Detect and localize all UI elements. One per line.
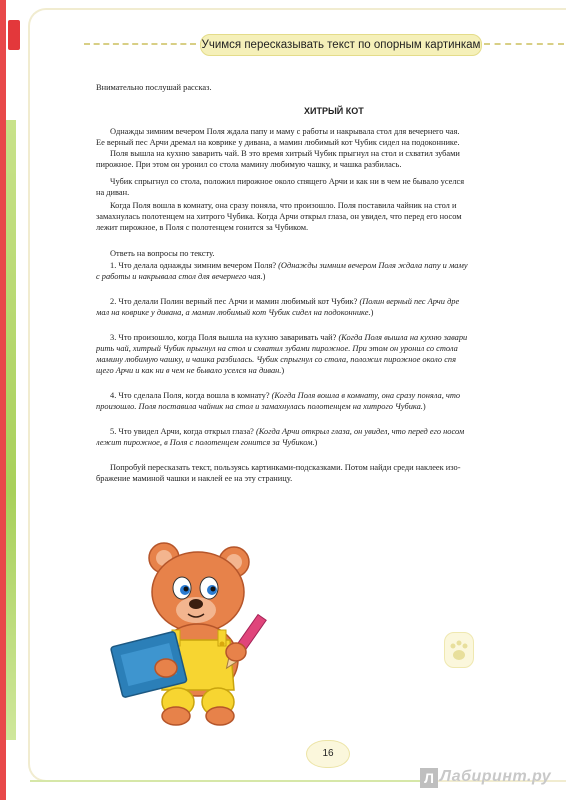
answer-4-line: произошло. Поля поставила чайник на стол и замахнулась полотенцем на хитрого Чубика.) bbox=[96, 402, 426, 411]
answer-2-line: мал на коврике у дивана, а мамин любимый кот Чубик сидел на подоконнике.) bbox=[96, 308, 374, 317]
story-line: Когда Поля вошла в комнату, она сразу поняла, что произошло. Поля поставила чайник на стол и bbox=[110, 201, 457, 210]
story-line: лежит пирожное, в Поля с полотенцем гонится за Чубиком. bbox=[96, 223, 309, 232]
answer-3-line: мамину любимую чашку, и чашка разбилась. Чубик спрыгнул со стола, положил пирожное около спя bbox=[96, 355, 457, 364]
questions-intro: Ответь на вопросы по тексту. bbox=[110, 249, 215, 258]
header-dashed-line-right bbox=[484, 43, 564, 45]
answer-5-line: лежит пирожное, в Поля с полотенцем гонится за Чубиком.) bbox=[96, 438, 318, 447]
question-1: 1. Что делала однажды зимним вечером Поля? (Однажды зимним вечером Поля ждала папу и маму bbox=[110, 261, 468, 270]
task-text: Попробуй пересказать текст, пользуясь картинками-подсказками. Потом найди среди наклеек изо- bbox=[110, 463, 461, 472]
intro-text: Внимательно послушай рассказ. bbox=[96, 83, 212, 92]
story-line: Ее верный пес Арчи дремал на коврике у дивана, а мамин любимый кот Чубик сидел на подоконнике. bbox=[96, 138, 460, 147]
question-3: 3. Что произошло, когда Поля вышла на кухню заваривать чай? (Когда Поля вышла на кухню завари bbox=[110, 333, 468, 342]
story-line: пирожное. При этом он уронил со стола мамину любимую чашку, и чашка разбилась. bbox=[96, 160, 402, 169]
answer-3-line: щего Арчи и как ни в чем не бывало уселся на диван.) bbox=[96, 366, 285, 375]
paw-print-icon bbox=[445, 633, 473, 667]
story-line: замахнулась полотенцем на хитрого Чубика. Когда Арчи открыл глаза, он увидел, что перед его носом bbox=[96, 212, 462, 221]
question-4: 4. Что сделала Поля, когда вошла в комнату? (Когда Поля вошла в комнату, она сразу поняла, что bbox=[110, 391, 461, 400]
question-5: 5. Что увидел Арчи, когда открыл глаза? (Когда Арчи открыл глаза, он увидел, что перед его носом bbox=[110, 427, 465, 436]
watermark-text: Лабиринт.ру bbox=[440, 768, 552, 785]
sticker-placeholder bbox=[444, 632, 474, 668]
bear-illustration bbox=[106, 540, 276, 730]
section-banner: Учимся пересказывать текст по опорным картинкам bbox=[200, 34, 482, 56]
answer-1-line: с работы и накрывала стол для вечернего чая.) bbox=[96, 272, 266, 281]
story-line: Однажды зимним вечером Поля ждала папу и маму с работы и накрывала стол для вечернего чая. bbox=[110, 127, 460, 136]
bottom-border-line bbox=[30, 780, 430, 782]
question-2: 2. Что делали Полин верный пес Арчи и мамин любимый кот Чубик? (Полин верный пес Арчи дре bbox=[110, 297, 460, 306]
page-number: 16 bbox=[306, 740, 350, 768]
story-line: на диван. bbox=[96, 188, 130, 197]
left-green-stripe bbox=[6, 120, 16, 740]
task-text: бражение маминой чашки и наклей ее на эту страницу. bbox=[96, 474, 293, 483]
watermark-logo-icon: Л bbox=[420, 768, 438, 788]
answer-3-line: рить чай, хитрый Чубик прыгнул на стол и схватил зубами пирожное. При этом он уронил со стола bbox=[96, 344, 458, 353]
story-line: Чубик спрыгнул со стола, положил пирожное около спящего Арчи и как ни в чем не бывало уселся bbox=[110, 177, 465, 186]
story-line: Поля вышла на кухню заварить чай. В это время хитрый Чубик прыгнул на стол и схватил зубами bbox=[110, 149, 460, 158]
story-title: ХИТРЫЙ КОТ bbox=[304, 106, 364, 116]
header-dashed-line-left bbox=[84, 43, 196, 45]
red-bookmark-tab bbox=[8, 20, 20, 50]
